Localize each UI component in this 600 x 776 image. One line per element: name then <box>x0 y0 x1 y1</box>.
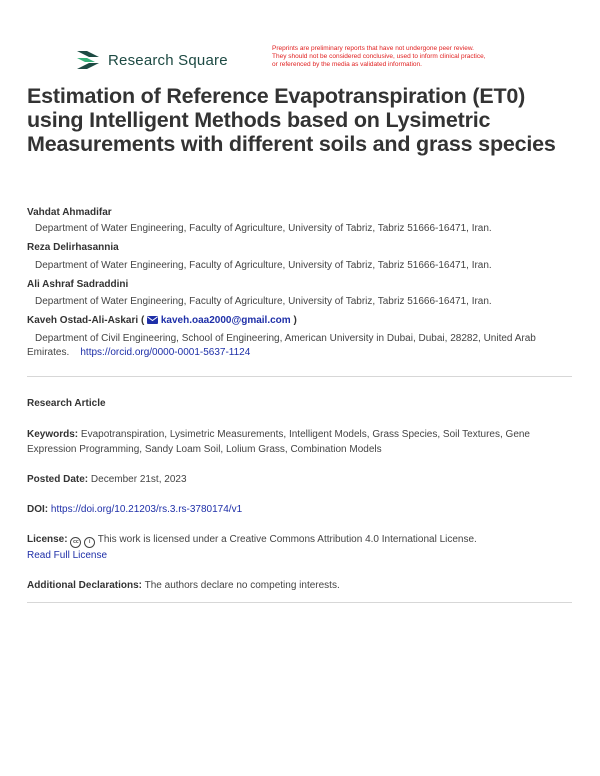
author-name: Kaveh Ostad-Ali-Askari <box>27 315 139 326</box>
divider <box>27 376 572 377</box>
posted-date-section <box>27 472 575 487</box>
keywords-section <box>27 427 575 457</box>
email-close-paren: ) <box>293 315 297 326</box>
logo-text-research: Research <box>108 51 174 69</box>
declarations-text: The authors declare no competing interests. <box>144 580 340 591</box>
author-name: Vahdat Ahmadifar <box>27 207 112 218</box>
doi-section <box>27 502 575 517</box>
creative-commons-icon: cc <box>70 537 81 548</box>
divider <box>27 602 572 603</box>
logo-text <box>108 52 228 69</box>
posted-date-value: December 21st, 2023 <box>90 474 187 485</box>
orcid-link[interactable]: https://orcid.org/0000-0001-5637-1124 <box>80 347 251 358</box>
posted-date-label: Posted Date: <box>27 474 89 485</box>
author-name: Ali Ashraf Sadraddini <box>27 279 129 290</box>
notice-line: or referenced by the media as validated information. <box>272 61 422 68</box>
notice-line: Preprints are preliminary reports that have not undergone peer review. <box>272 45 474 52</box>
license-text: This work is licensed under a Creative Commons Attribution 4.0 International License. <box>97 534 477 545</box>
research-square-logo-icon <box>75 49 101 71</box>
keywords-label: Keywords: <box>27 429 79 440</box>
logo-text-square: Square <box>178 51 228 69</box>
notice-line: They should not be considered conclusive, used to inform clinical practice, <box>272 53 486 60</box>
declarations-section <box>27 578 575 593</box>
affiliation-text: Department of Civil Engineering, School of Engineering, American University in Dubai, Dubai, 28282, United Arab Emirates. <box>27 333 536 358</box>
corresponding-author <box>27 315 297 326</box>
paper-title: Estimation of Reference Evapotranspiration (ET0) using Intelligent Methods based on Lysimetric Measurements with different soils and grass species <box>27 84 556 156</box>
author-affiliation: Department of Water Engineering, Faculty of Agriculture, University of Tabriz, Tabriz 51666-16471, Iran. <box>35 260 492 271</box>
article-type-label: Research Article <box>27 398 106 409</box>
author-name: Reza Delirhasannia <box>27 242 119 253</box>
email-open-paren: ( <box>140 315 145 326</box>
doi-link[interactable]: https://doi.org/10.21203/rs.3.rs-3780174/v1 <box>50 504 243 515</box>
doi-label: DOI: <box>27 504 49 515</box>
declarations-label: Additional Declarations: <box>27 580 143 591</box>
license-section <box>27 532 575 563</box>
attribution-icon: i <box>84 537 95 548</box>
author-affiliation: Department of Water Engineering, Faculty of Agriculture, University of Tabriz, Tabriz 51666-16471, Iran. <box>35 223 492 234</box>
research-square-logo <box>75 46 228 74</box>
author-affiliation <box>27 332 575 360</box>
license-label: License: <box>27 534 68 545</box>
preprint-notice <box>272 45 572 69</box>
read-full-license-link[interactable]: Read Full License <box>27 550 108 561</box>
envelope-icon <box>147 316 158 324</box>
keywords-text: Evapotranspiration, Lysimetric Measurements, Intelligent Models, Grass Species, Soil Textures, Gene Expression Programming, Sandy Loam Soil, Lolium Grass, Combination Models <box>27 429 530 455</box>
article-type <box>27 396 575 411</box>
author-affiliation: Department of Water Engineering, Faculty of Agriculture, University of Tabriz, Tabriz 51666-16471, Iran. <box>35 296 492 307</box>
author-email-link[interactable]: kaveh.oaa2000@gmail.com <box>160 315 291 326</box>
